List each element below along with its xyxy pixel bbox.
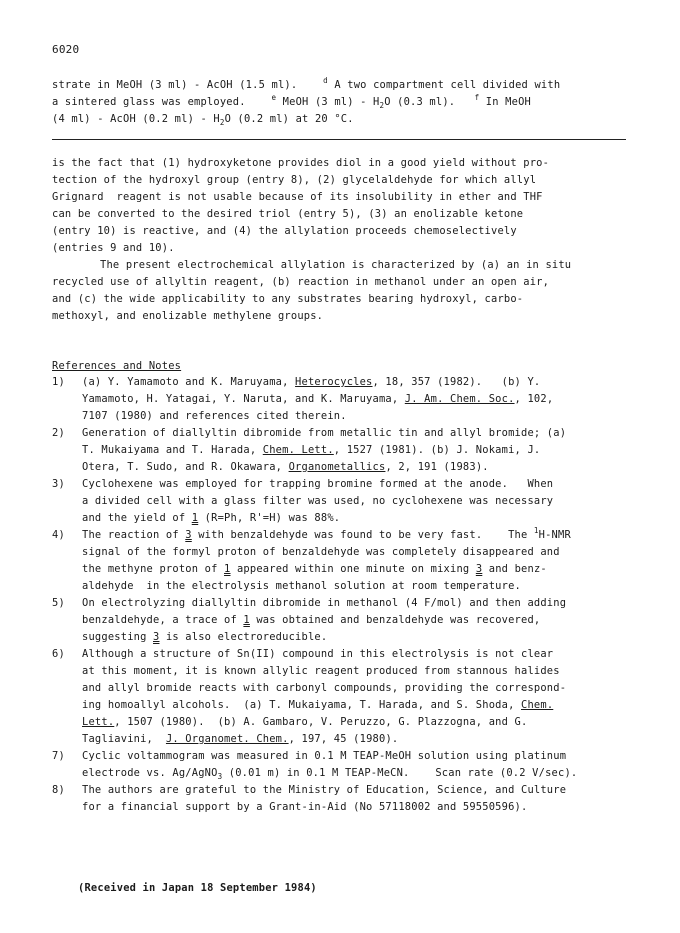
compound-number: 3 xyxy=(153,631,160,643)
text: T. Mukaiyama and T. Harada, xyxy=(82,444,263,456)
reference-number: 2) xyxy=(52,427,65,439)
section-divider xyxy=(52,139,626,140)
body-line: recycled use of allyltin reagent, (b) reaction in methanol under an open air, xyxy=(52,276,550,288)
body-line: (entries 9 and 10). xyxy=(52,242,175,254)
text: is also electroreducible. xyxy=(159,631,328,643)
body-line: The present electrochemical allylation is characterized by (a) an in situ xyxy=(100,259,572,271)
text: and allyl bromide reacts with carbonyl compounds, providing the correspond- xyxy=(82,682,567,694)
reference-text xyxy=(82,595,634,646)
footnote-line xyxy=(52,94,630,111)
reference-item xyxy=(52,782,634,816)
footnote-text: MeOH (3 ml) - H xyxy=(276,96,380,108)
text: , 2, 191 (1983). xyxy=(385,461,489,473)
footnote-text: a sintered glass was employed. xyxy=(52,96,246,108)
journal-name: J. Organomet. Chem. xyxy=(165,733,289,745)
received-date: (Received in Japan 18 September 1984) xyxy=(78,882,317,894)
journal-name: Chem. Lett. xyxy=(262,444,334,456)
body-line: can be converted to the desired triol (entry 5), (3) an enolizable ketone xyxy=(52,208,524,220)
body-line: is the fact that (1) hydroxyketone provides diol in a good yield without pro- xyxy=(52,157,550,169)
text: Tagliavini, xyxy=(82,733,166,745)
table-footnotes xyxy=(52,77,630,128)
journal-name: Organometallics xyxy=(288,461,386,473)
journal-name: Heterocycles xyxy=(295,376,373,388)
journal-name: Lett. xyxy=(82,716,115,728)
text: , 197, 45 (1980). xyxy=(288,733,399,745)
text: signal of the formyl proton of benzaldehyde was completely disappeared and xyxy=(82,546,560,558)
reference-number: 6) xyxy=(52,648,65,660)
text: (R=Ph, R'=H) was 88%. xyxy=(198,512,341,524)
footnote-text: strate in MeOH (3 ml) - AcOH (1.5 ml). xyxy=(52,79,298,91)
body-line: Grignard reagent is not usable because of its insolubility in ether and THF xyxy=(52,191,543,203)
reference-text xyxy=(82,646,634,748)
body-text xyxy=(52,155,630,325)
body-line: methoxyl, and enolizable methylene groups. xyxy=(52,310,324,322)
text: at this moment, it is known allylic reagent produced from stannous halides xyxy=(82,665,560,677)
references-heading: References and Notes xyxy=(52,360,182,372)
reference-item xyxy=(52,425,634,476)
text: benzaldehyde, a trace of xyxy=(82,614,244,626)
footnote-text: In MeOH xyxy=(479,96,531,108)
reference-text xyxy=(82,476,634,527)
text: 7107 (1980) and references cited therein. xyxy=(82,410,347,422)
reference-text xyxy=(82,374,634,425)
footnote-marker: e xyxy=(271,93,277,102)
subscript: 2 xyxy=(379,101,385,110)
reference-number: 3) xyxy=(52,478,65,490)
text: was obtained and benzaldehyde was recovered, xyxy=(249,614,541,626)
text: (a) Y. Yamamoto and K. Maruyama, xyxy=(82,376,296,388)
reference-item xyxy=(52,476,634,527)
compound-number: 1 xyxy=(224,563,231,575)
text: , 102, xyxy=(514,393,554,405)
text: (0.01 m) in 0.1 M TEAP-MeCN. Scan rate (0.2 V/sec). xyxy=(222,767,578,779)
compound-number: 1 xyxy=(243,614,250,626)
footnote-text: O (0.2 ml) at 20 °C. xyxy=(224,113,354,125)
footnote-text: (4 ml) - AcOH (0.2 ml) - H xyxy=(52,113,220,125)
body-line: and (c) the wide applicability to any substrates bearing hydroxyl, carbo- xyxy=(52,293,524,305)
reference-item xyxy=(52,595,634,646)
references-list xyxy=(52,374,634,816)
text: for a financial support by a Grant-in-Aid (No 57118002 and 59550596). xyxy=(82,801,528,813)
text: Cyclic voltammogram was measured in 0.1 M TEAP-MeOH solution using platinum xyxy=(82,750,567,762)
journal-name: J. Am. Chem. Soc. xyxy=(404,393,515,405)
body-line: (entry 10) is reactive, and (4) the allylation proceeds chemoselectively xyxy=(52,225,517,237)
compound-number: 1 xyxy=(191,512,199,524)
reference-number: 7) xyxy=(52,750,65,762)
reference-item xyxy=(52,374,634,425)
text: Cyclohexene was employed for trapping bromine formed at the anode. When xyxy=(82,478,554,490)
footnote-line xyxy=(52,111,630,128)
text: and the yield of xyxy=(82,512,192,524)
footnote-text: O (0.3 ml). xyxy=(384,96,456,108)
text: the methyne proton of xyxy=(82,563,225,575)
text: On electrolyzing diallyltin dibromide in methanol (4 F/mol) and then adding xyxy=(82,597,567,609)
text: aldehyde in the electrolysis methanol solution at room temperature. xyxy=(82,580,521,592)
text: Otera, T. Sudo, and R. Okawara, xyxy=(82,461,289,473)
footnote-marker: f xyxy=(474,93,480,102)
text: , 1507 (1980). (b) A. Gambaro, V. Peruzzo, G. Plazzogna, and G. xyxy=(114,716,528,728)
text: The authors are grateful to the Ministry of Education, Science, and Culture xyxy=(82,784,567,796)
subscript: 3 xyxy=(217,772,223,781)
text: suggesting xyxy=(82,631,154,643)
footnote-text: A two compartment cell divided with xyxy=(327,79,561,91)
reference-number: 5) xyxy=(52,597,65,609)
reference-number: 8) xyxy=(52,784,65,796)
journal-name: Chem. xyxy=(521,699,554,711)
text: Generation of diallyltin dibromide from metallic tin and allyl bromide; (a) xyxy=(82,427,567,439)
text: H-NMR xyxy=(538,529,571,541)
reference-text xyxy=(82,748,634,782)
text: The reaction of xyxy=(82,529,186,541)
reference-text xyxy=(82,527,634,595)
text: ing homoallyl alcohols. (a) T. Mukaiyama, T. Harada, and S. Shoda, xyxy=(82,699,521,711)
text: Although a structure of Sn(II) compound in this electrolysis is not clear xyxy=(82,648,554,660)
text: , 18, 357 (1982). (b) Y. xyxy=(372,376,541,388)
footnote-line xyxy=(52,77,630,94)
reference-item xyxy=(52,646,634,748)
text: appeared within one minute on mixing xyxy=(230,563,476,575)
compound-number: 3 xyxy=(185,529,192,541)
text: and benz- xyxy=(482,563,547,575)
reference-item xyxy=(52,748,634,782)
body-line: tection of the hydroxyl group (entry 8), (2) glycelaldehyde for which allyl xyxy=(52,174,537,186)
text: electrode vs. Ag/AgNO xyxy=(82,767,218,779)
text: , 1527 (1981). (b) J. Nokami, J. xyxy=(333,444,541,456)
text: Yamamoto, H. Yatagai, Y. Naruta, and K. Maruyama, xyxy=(82,393,405,405)
compound-number: 3 xyxy=(475,563,483,575)
reference-text xyxy=(82,782,634,816)
page-number: 6020 xyxy=(52,43,80,56)
text: with benzaldehyde was found to be very fast. The xyxy=(191,529,534,541)
reference-text xyxy=(82,425,634,476)
text: a divided cell with a glass filter was used, no cyclohexene was necessary xyxy=(82,495,554,507)
reference-item xyxy=(52,527,634,595)
footnote-marker: d xyxy=(323,76,328,85)
superscript: 1 xyxy=(533,526,539,535)
subscript: 2 xyxy=(219,118,225,127)
reference-number: 4) xyxy=(52,529,65,541)
reference-number: 1) xyxy=(52,376,65,388)
